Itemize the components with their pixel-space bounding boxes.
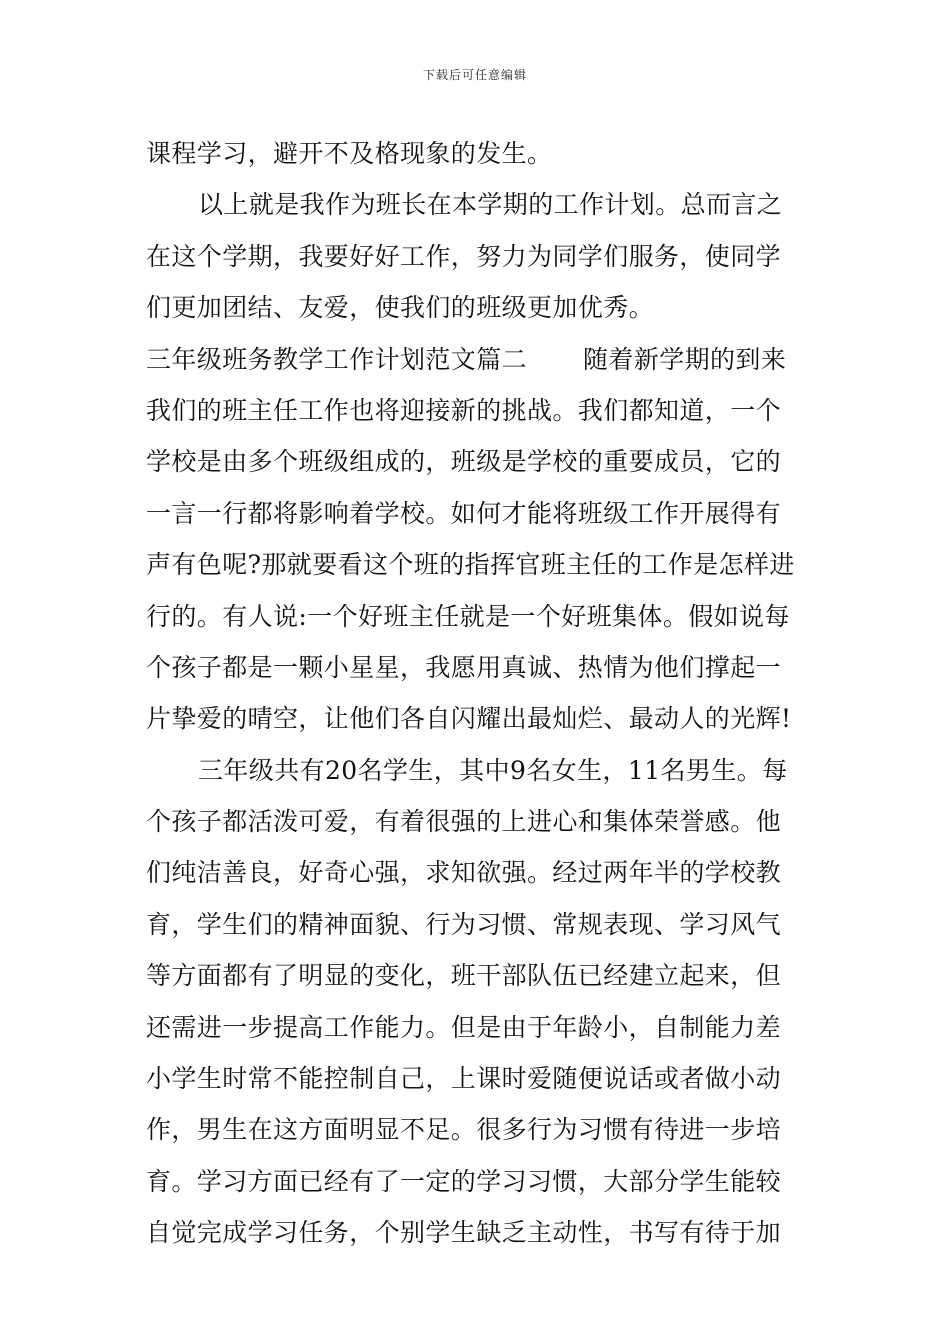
text-line: 三年级共有20名学生，其中9名女生，11名男生。每 [198,755,788,785]
text-line-fragment: 随着新学期的到来 [583,344,787,374]
document-body [146,128,806,1259]
text-line: 行的。有人说:一个好班主任就是一个好班集体。假如说每 [146,601,790,631]
text-line: 以上就是我作为班长在本学期的工作计划。总而言之 [198,190,783,220]
text-line: 在这个学期，我要好好工作，努力为同学们服务，使同学 [146,241,782,271]
text-line: 个孩子都活泼可爱，有着很强的上进心和集体荣誉感。他 [146,807,782,837]
text-line: 等方面都有了明显的变化，班干部队伍已经建立起来，但 [146,961,782,991]
text-line: 声有色呢?那就要看这个班的指挥官班主任的工作是怎样进 [146,550,795,580]
text-line: 们更加团结、友爱，使我们的班级更加优秀。 [146,293,655,323]
text-line: 片挚爱的晴空，让他们各自闪耀出最灿烂、最动人的光辉! [146,704,792,734]
page-header: 下载后可任意编辑 [422,68,527,82]
text-line: 课程学习，避开不及格现象的发生。 [146,139,553,168]
text-line: 我们的班主任工作也将迎接新的挑战。我们都知道，一个 [146,395,782,425]
text-line: 学校是由多个班级组成的，班级是学校的重要成员，它的 [146,447,782,477]
text-line: 还需进一步提高工作能力。但是由于年龄小，自制能力差 [146,1012,782,1042]
text-line: 作，男生在这方面明显不足。很多行为习惯有待进一步培 [146,1115,782,1145]
text-line: 个孩子都是一颗小星星，我愿用真诚、热情为他们撑起一 [146,652,782,682]
text-line: 育。学习方面已经有了一定的学习习惯，大部分学生能较 [146,1166,782,1196]
text-line: 育，学生们的精神面貌、行为习惯、常规表现、学习风气 [146,909,782,939]
text-line: 小学生时常不能控制自己，上课时爱随便说话或者做小动 [146,1064,782,1094]
section-title: 三年级班务教学工作计划范文篇二 [146,344,528,374]
text-line: 自觉完成学习任务，个别学生缺乏主动性，书写有待于加 [146,1218,782,1248]
section-title-line [146,334,806,385]
text-line: 一言一行都将影响着学校。如何才能将班级工作开展得有 [146,498,782,528]
text-line: 们纯洁善良，好奇心强，求知欲强。经过两年半的学校教 [146,858,782,888]
